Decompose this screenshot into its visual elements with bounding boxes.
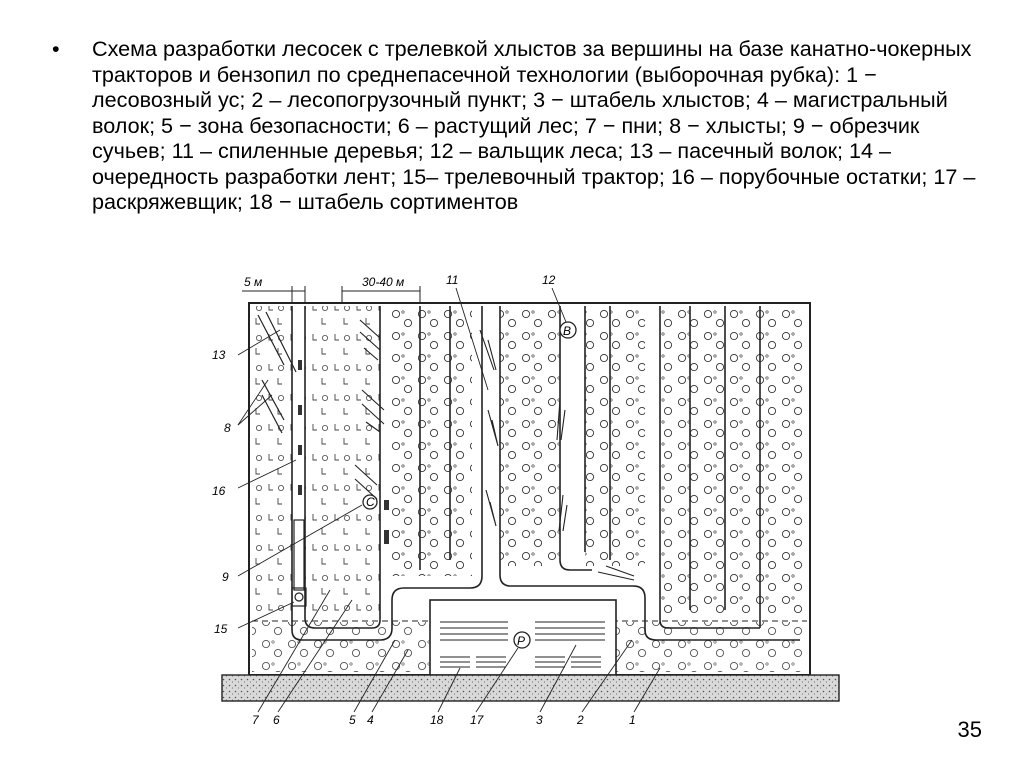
marker-B-text: B	[563, 324, 572, 338]
label-16: 16	[212, 484, 226, 498]
label-17: 17	[470, 713, 484, 727]
strip-2-texture	[305, 306, 380, 618]
label-1: 1	[629, 713, 636, 727]
diagram-caption: Схема разработки лесосек с трелевкой хлыстов за вершины на базе канатно-чокерных тракторов и бензопил по среднепасечной технологии (выборочная рубка): 1 − лесовозный ус; 2 – лесопогрузочный пункт; 3 − штабель хлыстов; 4 – магистральный волок; 5 − зона безопасности; 6 – растущий лес; 7 − пни; 8 − хлысты; 9 − обрезчик сучьев; 11 – спиленные деревья; 12 – вальщик леса; 13 – пасечный волок; 14 – очередность разработки лент; 15– трелевочный трактор; 16 – порубочные остатки; 17 – раскряжевщик; 18 − штабель сортиментов	[92, 36, 976, 214]
label-8: 8	[224, 421, 231, 435]
strip-5-texture	[585, 306, 645, 566]
label-18: 18	[430, 713, 444, 727]
bullet-marker: •	[52, 36, 60, 61]
label-12: 12	[542, 273, 556, 287]
label-9: 9	[222, 570, 229, 584]
marker-C-text: C	[366, 495, 375, 509]
label-6: 6	[273, 713, 280, 727]
label-3: 3	[536, 713, 543, 727]
strip-4-texture	[500, 306, 560, 566]
logging-road	[222, 675, 839, 701]
label-13: 13	[212, 348, 226, 362]
strip-3-texture	[392, 306, 472, 576]
label-5: 5	[349, 713, 356, 727]
label-7: 7	[252, 713, 259, 727]
label-2: 2	[577, 713, 584, 727]
page-number: 35	[957, 717, 982, 742]
marker-P-text: P	[517, 634, 526, 648]
label-11: 11	[446, 273, 459, 287]
dim-label-30-40m: 30-40 м	[362, 275, 405, 289]
strip-6-texture	[660, 306, 805, 618]
dim-label-5m: 5 м	[244, 275, 263, 289]
label-15: 15	[214, 622, 228, 636]
label-4: 4	[367, 713, 374, 727]
